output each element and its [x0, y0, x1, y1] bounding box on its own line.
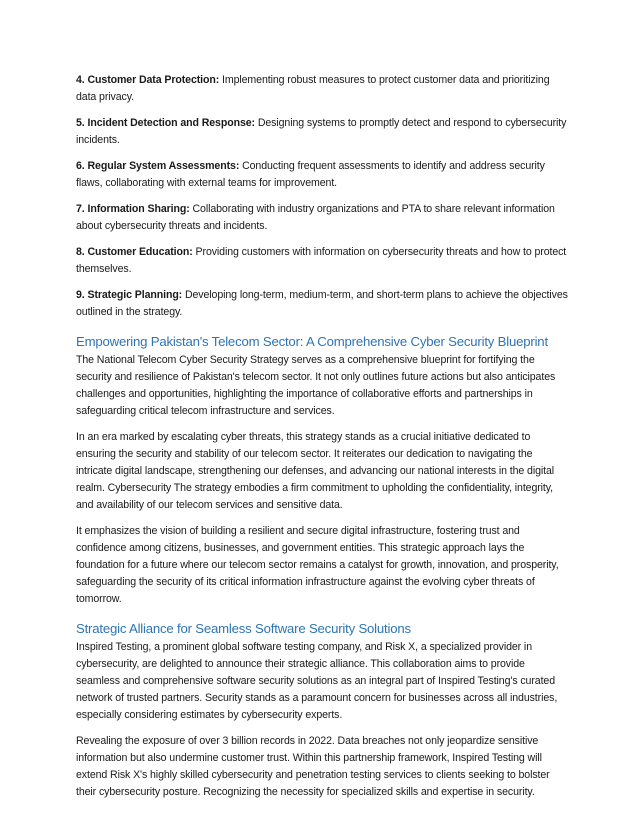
list-item: [76, 72, 568, 106]
list-item-text: Conducting frequent assessments to identify and address security flaws, collaborating with external teams for improvement.: [76, 160, 545, 189]
list-item-lead: 4. Customer Data Protection:: [76, 74, 220, 86]
section-paragraph: Revealing the exposure of over 3 billion records in 2022. Data breaches not only jeopardize sensitive information but also undermine customer trust. Within this partnership framework, Inspired Testing will extend Risk X's highly skilled cybersecurity and penetration testing services to clients seeking to bolster their cybersecurity posture. Recognizing the necessity for specialized skills and expertise in security.: [76, 735, 550, 798]
list-item: [76, 158, 568, 192]
list-item-lead: 6. Regular System Assessments:: [76, 160, 240, 172]
list-item-text: Developing long-term, medium-term, and short-term plans to achieve the objectives outlined in the strategy.: [76, 289, 568, 318]
list-item-lead: 5. Incident Detection and Response:: [76, 117, 255, 129]
section-heading-telecom: Empowering Pakistan's Telecom Sector: A Comprehensive Cyber Security Blueprint: [76, 334, 548, 349]
strategy-list: [76, 72, 568, 321]
list-item-text: Implementing robust measures to protect customer data and prioritizing data privacy.: [76, 74, 550, 103]
section-heading-alliance: Strategic Alliance for Seamless Software Security Solutions: [76, 621, 411, 636]
list-item-text: Providing customers with information on cybersecurity threats and how to protect themselves.: [76, 246, 567, 275]
section-paragraph: In an era marked by escalating cyber threats, this strategy stands as a crucial initiative dedicated to ensuring the security and stability of our telecom sector. It reiterates our dedication to navigating the intricate digital landscape, strengthening our defenses, and advancing our national interests in the digital realm. Cybersecurity The strategy embodies a firm commitment to upholding the confidentiality, integrity, and availability of our telecom services and sensitive data.: [76, 431, 555, 511]
list-item: [76, 244, 568, 278]
section-paragraph: Inspired Testing, a prominent global software testing company, and Risk X, a specialized provider in cybersecurity, are delighted to announce their strategic alliance. This collaboration aims to provide seamless and comprehensive software security solutions as an integral part of Inspired Testing's curated network of trusted partners. Security stands as a paramount concern for businesses across all industries, especially considering estimates by cybersecurity experts.: [76, 641, 558, 721]
list-item-lead: 7. Information Sharing:: [76, 203, 190, 215]
section-paragraph: The National Telecom Cyber Security Strategy serves as a comprehensive blueprint for fortifying the security and resilience of Pakistan's telecom sector. It not only outlines future actions but also anticipates challenges and opportunities, highlighting the importance of collaborative efforts and partnerships in safeguarding critical telecom infrastructure and services.: [76, 354, 556, 417]
list-item: [76, 115, 568, 149]
section-paragraph: It emphasizes the vision of building a resilient and secure digital infrastructure, fostering trust and confidence among citizens, businesses, and government entities. This strategic approach lays the foundation for a future where our telecom sector remains a catalyst for growth, innovation, and prosperity, safeguarding the security of its critical information infrastructure against the evolving cyber threats of tomorrow.: [76, 525, 559, 605]
list-item: [76, 287, 568, 321]
list-item-lead: 9. Strategic Planning:: [76, 289, 183, 301]
list-item: [76, 201, 568, 235]
list-item-text: Designing systems to promptly detect and respond to cybersecurity incidents.: [76, 117, 567, 146]
list-item-lead: 8. Customer Education:: [76, 246, 193, 258]
list-item-text: Collaborating with industry organizations and PTA to share relevant information about cybersecurity threats and incidents.: [76, 203, 555, 232]
document-page: [76, 72, 568, 810]
